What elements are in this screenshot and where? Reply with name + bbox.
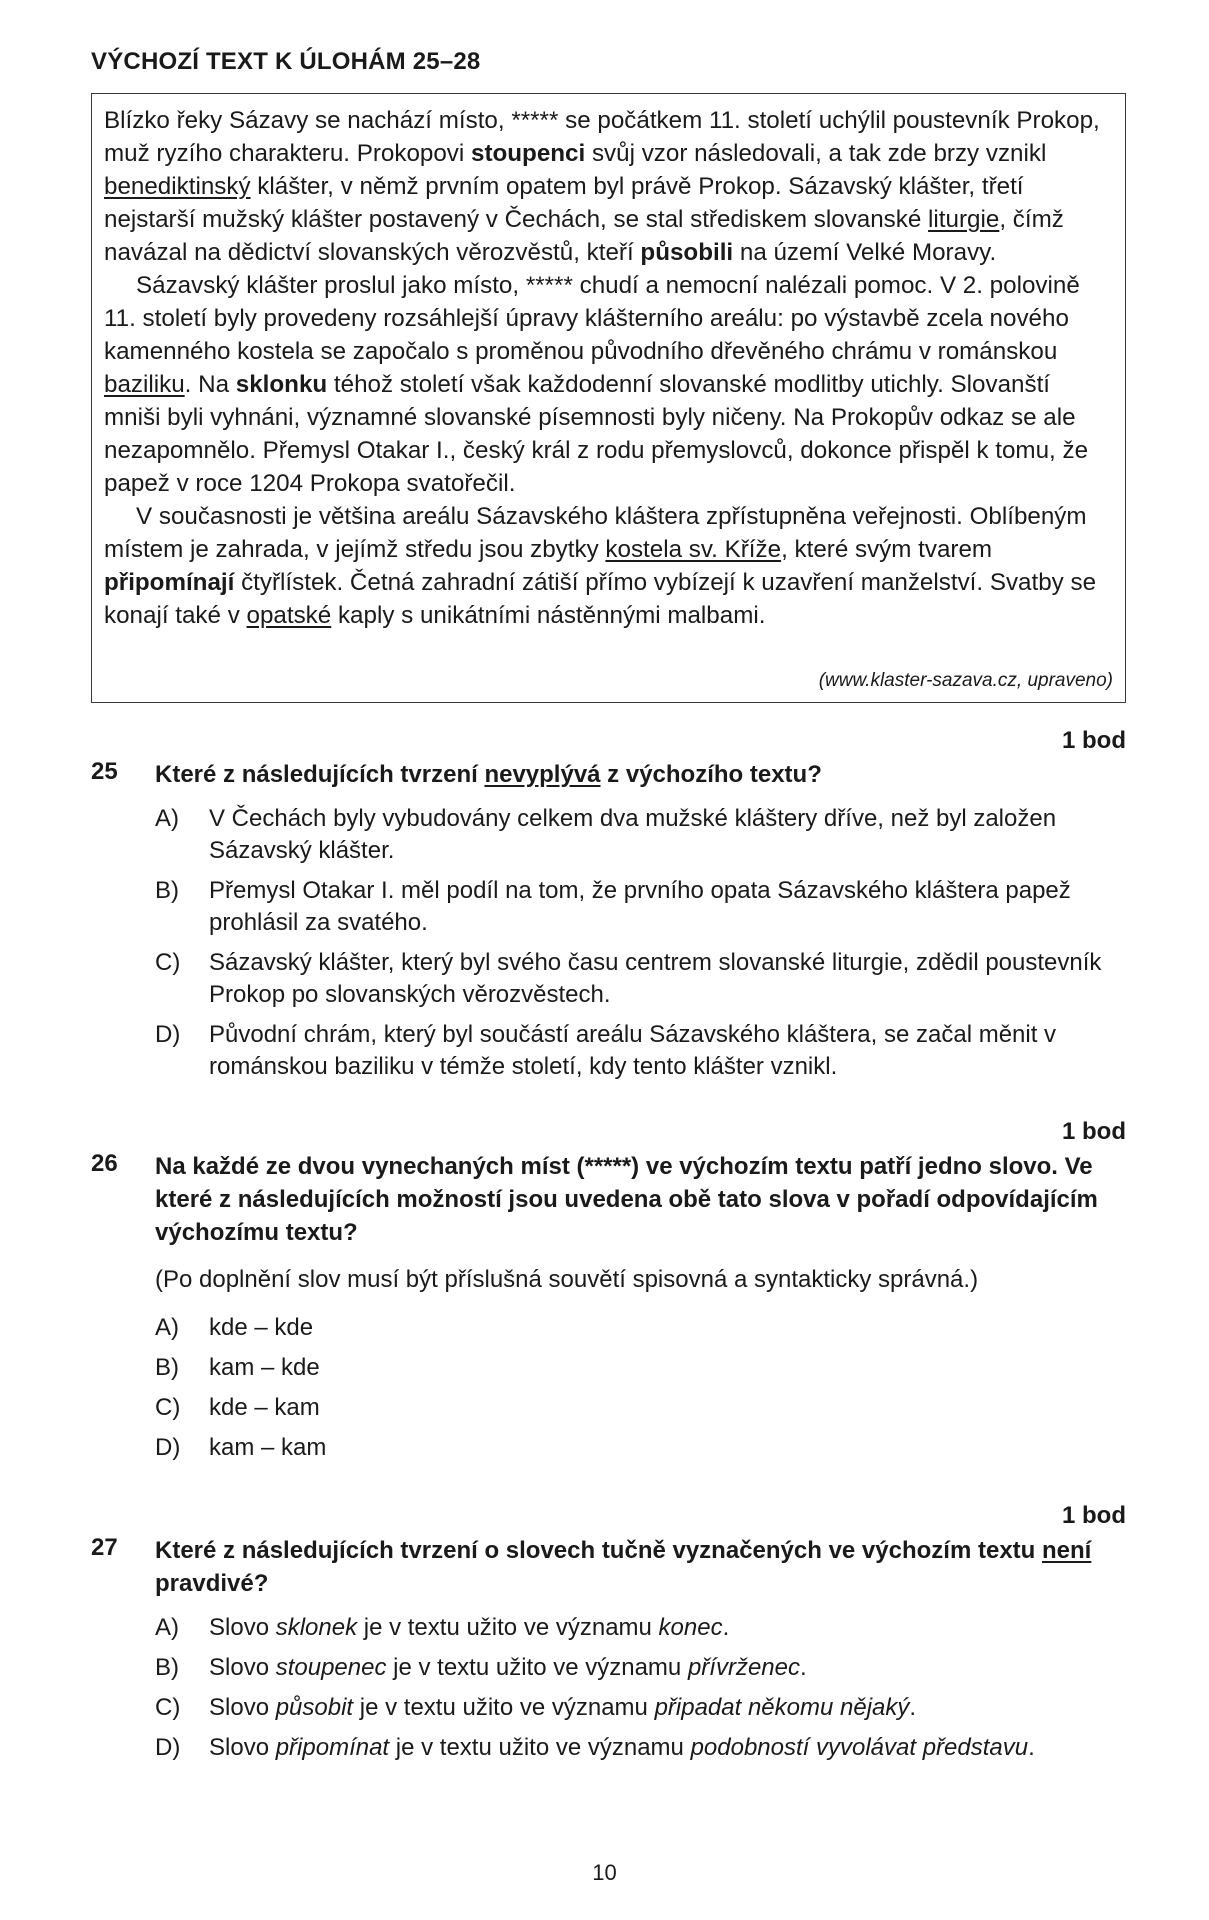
option-word: stoupenec: [275, 1654, 387, 1681]
option-label: A): [155, 1314, 179, 1341]
underlined-word: liturgie: [928, 206, 1000, 233]
underlined-word: kostela sv. Kříže: [605, 536, 782, 563]
q27-option-c[interactable]: [155, 1692, 1131, 1724]
q26-option-b[interactable]: [155, 1352, 1131, 1384]
text-fragment: Blízko řeky Sázavy se nachází místo, ***** se počátkem 11. století uchýlil poustevník Prokop, muž ryzího charakteru. Prokopovi: [104, 107, 1100, 167]
option-text: Původní chrám, který byl součástí areálu Sázavského kláštera, se začal měnit v románskou baziliku v témže století, kdy tento klášter vznikl.: [209, 1021, 1057, 1080]
option-post: .: [1028, 1734, 1035, 1761]
q25-option-a[interactable]: [155, 803, 1131, 867]
q26-note: (Po doplnění slov musí být příslušná souvětí spisovná a syntakticky správná.): [155, 1266, 979, 1293]
text-fragment: kaply s unikátními nástěnnými malbami.: [331, 602, 766, 629]
q27-text-after: pravdivé?: [155, 1570, 269, 1597]
source-text-box: [91, 93, 1126, 703]
q27-options: [155, 1612, 1131, 1764]
q25-text-underlined: nevyplývá: [484, 761, 601, 788]
option-post: .: [909, 1694, 917, 1721]
option-label: A): [155, 1614, 179, 1641]
option-label: B): [155, 1654, 179, 1681]
option-word: připomínat: [275, 1734, 390, 1761]
option-label: A): [155, 805, 179, 832]
q25-text: [155, 758, 1131, 791]
option-label: B): [155, 1354, 179, 1381]
option-meaning: konec: [658, 1614, 723, 1641]
option-text: Sázavský klášter, který byl svého času centrem slovanské liturgie, zdědil poustevník Prokop po slovanských věrozvěstech.: [209, 949, 1102, 1008]
option-mid: je v textu užito ve významu: [389, 1734, 691, 1761]
option-mid: je v textu užito ve významu: [357, 1614, 659, 1641]
text-fragment: . Na: [184, 371, 236, 398]
q27-text-underlined: není: [1041, 1537, 1092, 1564]
option-text: kde – kde: [209, 1314, 314, 1341]
q26-option-a[interactable]: [155, 1312, 1131, 1344]
q27-option-b[interactable]: [155, 1652, 1131, 1684]
q27-option-d[interactable]: [155, 1732, 1131, 1764]
source-paragraph-2: [104, 269, 1113, 500]
text-fragment: , čímž navázal na dědictví slovanských věrozvěstů, kteří: [104, 206, 1064, 266]
q25-options: [155, 803, 1131, 1083]
option-label: D): [155, 1021, 181, 1048]
text-fragment: Sázavský klášter proslul jako místo, ***** chudí a nemocní nalézali pomoc. V 2. polovině 11. století byly provedeny rozsáhlejší úpravy klášterního areálu: po výstavbě zcela nového kamenného kostela se započalo s proměnou původního dřevěného chrámu v románskou: [104, 272, 1080, 365]
underlined-word: baziliku: [104, 371, 185, 398]
text-fragment: svůj vzor následovali, a tak zde brzy vznikl: [585, 140, 1047, 167]
bold-word: připomínají: [104, 569, 235, 596]
q25-number: 25: [91, 758, 118, 785]
question-25: [91, 758, 1131, 1091]
option-text: Přemysl Otakar I. měl podíl na tom, že prvního opata Sázavského kláštera papež prohlásil za svatého.: [209, 877, 1071, 936]
q26-options: [155, 1312, 1131, 1464]
text-fragment: na území Velké Moravy.: [733, 239, 997, 266]
q26-number: 26: [91, 1150, 118, 1177]
option-pre: Slovo: [209, 1654, 276, 1681]
option-label: D): [155, 1734, 181, 1761]
option-pre: Slovo: [209, 1734, 276, 1761]
option-label: C): [155, 1394, 181, 1421]
bold-word: sklonku: [235, 371, 328, 398]
q25-points: 1 bod: [1062, 727, 1126, 754]
text-fragment: , které svým tvarem: [781, 536, 993, 563]
option-text: kam – kde: [209, 1354, 320, 1381]
option-mid: je v textu užito ve významu: [386, 1654, 688, 1681]
option-label: B): [155, 877, 179, 904]
option-post: .: [799, 1654, 807, 1681]
option-meaning: připadat někomu nějaký: [654, 1694, 910, 1721]
q25-option-c[interactable]: [155, 947, 1131, 1011]
question-27: [91, 1534, 1131, 1772]
option-text: kam – kam: [209, 1434, 327, 1461]
q27-points: 1 bod: [1062, 1502, 1126, 1529]
underlined-word: benediktinský: [104, 173, 251, 200]
section-heading: VÝCHOZÍ TEXT K ÚLOHÁM 25–28: [91, 48, 481, 75]
text-fragment: V současnosti je většina areálu Sázavského kláštera zpřístupněna veřejnosti. Oblíbeným místem je zahrada, v jejímž středu jsou zbytky: [104, 503, 1087, 563]
q26-option-c[interactable]: [155, 1392, 1131, 1424]
underlined-word: opatské: [246, 602, 332, 629]
option-word: působit: [275, 1694, 354, 1721]
q27-text: [155, 1534, 1131, 1600]
option-text: V Čechách byly vybudovány celkem dva mužské kláštery dříve, než byl založen Sázavský klášter.: [209, 805, 1057, 864]
option-meaning: přívrženec: [687, 1654, 800, 1681]
option-word: sklonek: [275, 1614, 358, 1641]
source-citation: (www.klaster-sazava.cz, upraveno): [818, 670, 1113, 691]
q27-text-before: Které z následujících tvrzení o slovech tučně vyznačených ve výchozím textu: [155, 1537, 1042, 1564]
option-meaning: podobností vyvolávat představu: [690, 1734, 1029, 1761]
q25-option-d[interactable]: [155, 1019, 1131, 1083]
bold-word: působili: [640, 239, 734, 266]
text-fragment: téhož století však každodenní slovanské modlitby utichly. Slovanští mniši byli vyhnáni, významné slovanské písemnosti byly ničeny. Na Prokopův odkaz se ale nezapomnělo. Přemysl Otakar I., český král z rodu přemyslovců, dokonce přispěl k tomu, že papež v roce 1204 Prokopa svatořečil.: [104, 371, 1089, 497]
option-post: .: [722, 1614, 730, 1641]
text-fragment: klášter, v němž prvním opatem byl právě Prokop. Sázavský klášter, třetí nejstarší mužský klášter postavený v Čechách, se stal střediskem slovanské: [104, 173, 1024, 233]
option-mid: je v textu užito ve významu: [353, 1694, 655, 1721]
option-pre: Slovo: [209, 1614, 276, 1641]
question-26: [91, 1150, 1131, 1472]
option-label: C): [155, 949, 181, 976]
source-paragraph-1: [104, 104, 1113, 269]
bold-word: stoupenci: [471, 140, 586, 167]
source-paragraph-3: [104, 500, 1113, 632]
q27-option-a[interactable]: [155, 1612, 1131, 1644]
option-text: kde – kam: [209, 1394, 320, 1421]
q25-text-before: Které z následujících tvrzení: [155, 761, 485, 788]
option-label: C): [155, 1694, 181, 1721]
option-label: D): [155, 1434, 181, 1461]
q26-option-d[interactable]: [155, 1432, 1131, 1464]
text-fragment: čtyřlístek. Četná zahradní zátiší přímo vybízejí k uzavření manželství. Svatby se konají také v: [104, 569, 1097, 629]
option-pre: Slovo: [209, 1694, 276, 1721]
q26-text: Na každé ze dvou vynechaných míst (*****) ve výchozím textu patří jedno slovo. Ve které z následujících možností jsou uvedena obě tato slova v pořadí odpovídajícím výchozímu textu?: [155, 1153, 1098, 1246]
q27-number: 27: [91, 1534, 118, 1561]
page-number: 10: [592, 1860, 617, 1885]
q25-option-b[interactable]: [155, 875, 1131, 939]
q25-text-after: z výchozího textu?: [600, 761, 822, 788]
q26-points: 1 bod: [1062, 1118, 1126, 1145]
